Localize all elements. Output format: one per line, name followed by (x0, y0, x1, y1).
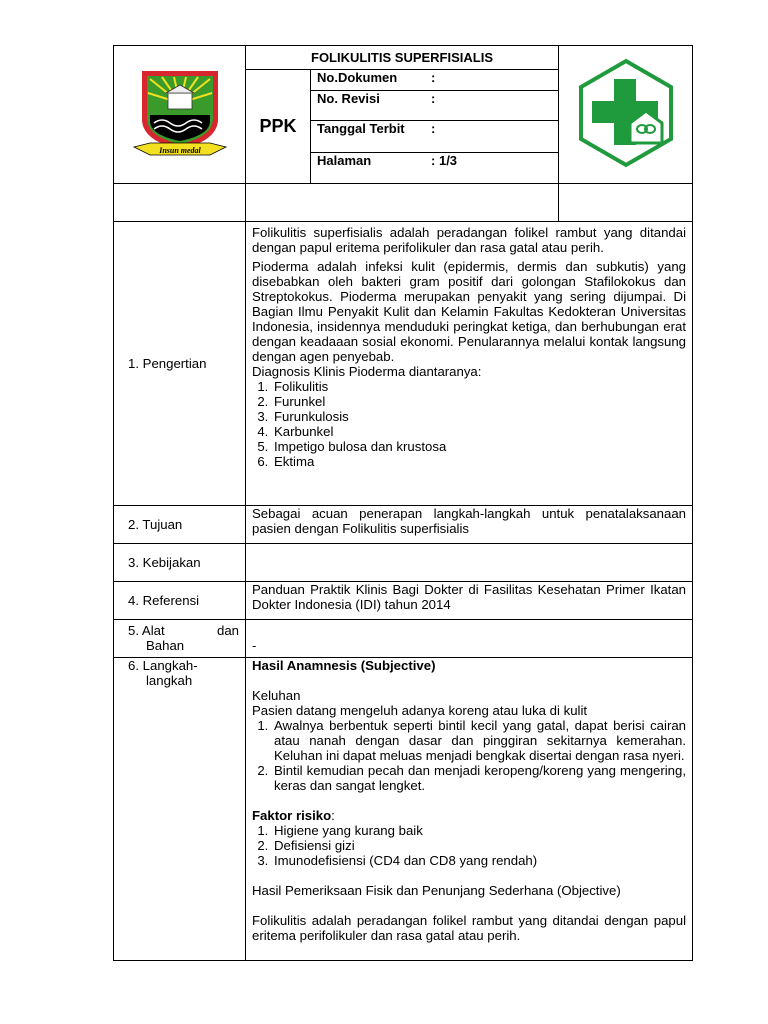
meta-row-halaman: Halaman : 1/3 (317, 153, 458, 168)
list-item: 3. Furunkulosis (272, 409, 686, 424)
blank-cell (246, 184, 559, 222)
list-item: 5. Impetigo bulosa dan krustosa (272, 439, 686, 454)
blank-cell (559, 184, 693, 222)
row-content-referensi: Panduan Praktik Klinis Bagi Dokter di Fasilitas Kesehatan Primer Ikatan Dokter Indonesia (IDI) tahun 2014 (246, 582, 693, 620)
pengertian-paragraph: Folikulitis superfisialis adalah peradangan folikel rambut yang ditandai dengan papul eritema perifolikuler dan rasa gatal atau perih. (252, 225, 687, 255)
row-content-pengertian (246, 222, 693, 506)
pioderma-paragraph: Pioderma adalah infeksi kulit (epidermis, dermis dan subkutis) yang disebabkan oleh bakteri gram positif dari golongan Stafilokokus dan Streptokokus. Pioderma merupakan penyakit yang sering dijumpai. Di Bagian Ilmu Penyakit Kulit dan Kelamin Fakultas Kedokteran Universitas Indonesia, insidennya menduduki peringkat ketiga, dan berhubungan erat dengan keadaaan sosial ekonomi. Penularannya melalui kontak langsung dengan agen penyebab. (252, 259, 687, 364)
meta-row-no-dokumen: No.Dokumen : (311, 70, 558, 91)
faktor-risiko-heading: Faktor risiko: (252, 808, 335, 823)
row-label-pengertian: 1. Pengertian (114, 222, 246, 506)
row-content-langkah (246, 658, 693, 961)
meta-row-tanggal-terbit: Tanggal Terbit : (311, 121, 558, 153)
svg-text:Insun medal: Insun medal (158, 146, 201, 155)
pemeriksaan-heading: Hasil Pemeriksaan Fisik dan Penunjang Sederhana (Objective) (252, 883, 621, 898)
regency-logo-icon (128, 63, 232, 163)
folikulitis-definition: Folikulitis adalah peradangan folikel rambut yang ditandai dengan papul eritema perifolikuler dan rasa gatal atau perih. (252, 913, 687, 943)
list-item: 2. Defisiensi gizi (272, 838, 686, 853)
sop-table (113, 45, 693, 961)
row-content-kebijakan (246, 544, 693, 582)
puskesmas-emblem-icon (570, 57, 682, 169)
document-title: FOLIKULITIS SUPERFISIALIS (246, 46, 559, 70)
row-label-tujuan: 2. Tujuan (114, 506, 246, 544)
sop-document (113, 45, 692, 962)
row-label-referensi: 4. Referensi (114, 582, 246, 620)
keluhan-heading: Keluhan (252, 688, 301, 703)
list-item: 4. Karbunkel (272, 424, 686, 439)
row-label-alat-bahan: 5. Alat dan Bahan (114, 620, 246, 658)
list-item: 2. Furunkel (272, 394, 686, 409)
list-item: 1. Higiene yang kurang baik (272, 823, 686, 838)
meta-row-no-revisi: No. Revisi : (311, 91, 558, 121)
puskesmas-emblem-cell (559, 46, 693, 184)
blank-cell (114, 184, 246, 222)
diagnosis-intro: Diagnosis Klinis Pioderma diantaranya: (252, 364, 482, 379)
keluhan-list (252, 718, 686, 793)
row-label-langkah: 6. Langkah- langkah (114, 658, 246, 961)
anamnesis-heading: Hasil Anamnesis (Subjective) (252, 658, 436, 673)
list-item: 1. Folikulitis (272, 379, 686, 394)
regency-logo-cell (114, 46, 246, 184)
list-item: 3. Imunodefisiensi (CD4 dan CD8 yang rendah) (272, 853, 686, 868)
list-item: 1. Awalnya berbentuk seperti bintil kecil yang gatal, dapat berisi cairan atau nanah dengan dasar dan pinggiran sekitarnya kemerahan. Keluhan ini dapat meluas menjadi bengkak disertai dengan rasa nyeri. (272, 718, 686, 763)
row-label-kebijakan: 3. Kebijakan (114, 544, 246, 582)
keluhan-text: Pasien datang mengeluh adanya koreng atau luka di kulit (252, 703, 588, 718)
list-item: 6. Ektima (272, 454, 686, 469)
ppk-label: PPK (246, 70, 311, 184)
row-content-tujuan: Sebagai acuan penerapan langkah-langkah untuk penatalaksanaan pasien dengan Folikulitis superfisialis (246, 506, 693, 544)
document-meta (311, 70, 559, 184)
row-content-alat-bahan: - (246, 620, 693, 658)
diagnosis-list (252, 379, 686, 469)
list-item: 2. Bintil kemudian pecah dan menjadi keropeng/koreng yang mengering, keras dan sangat lengket. (272, 763, 686, 793)
faktor-risiko-list (252, 823, 686, 868)
